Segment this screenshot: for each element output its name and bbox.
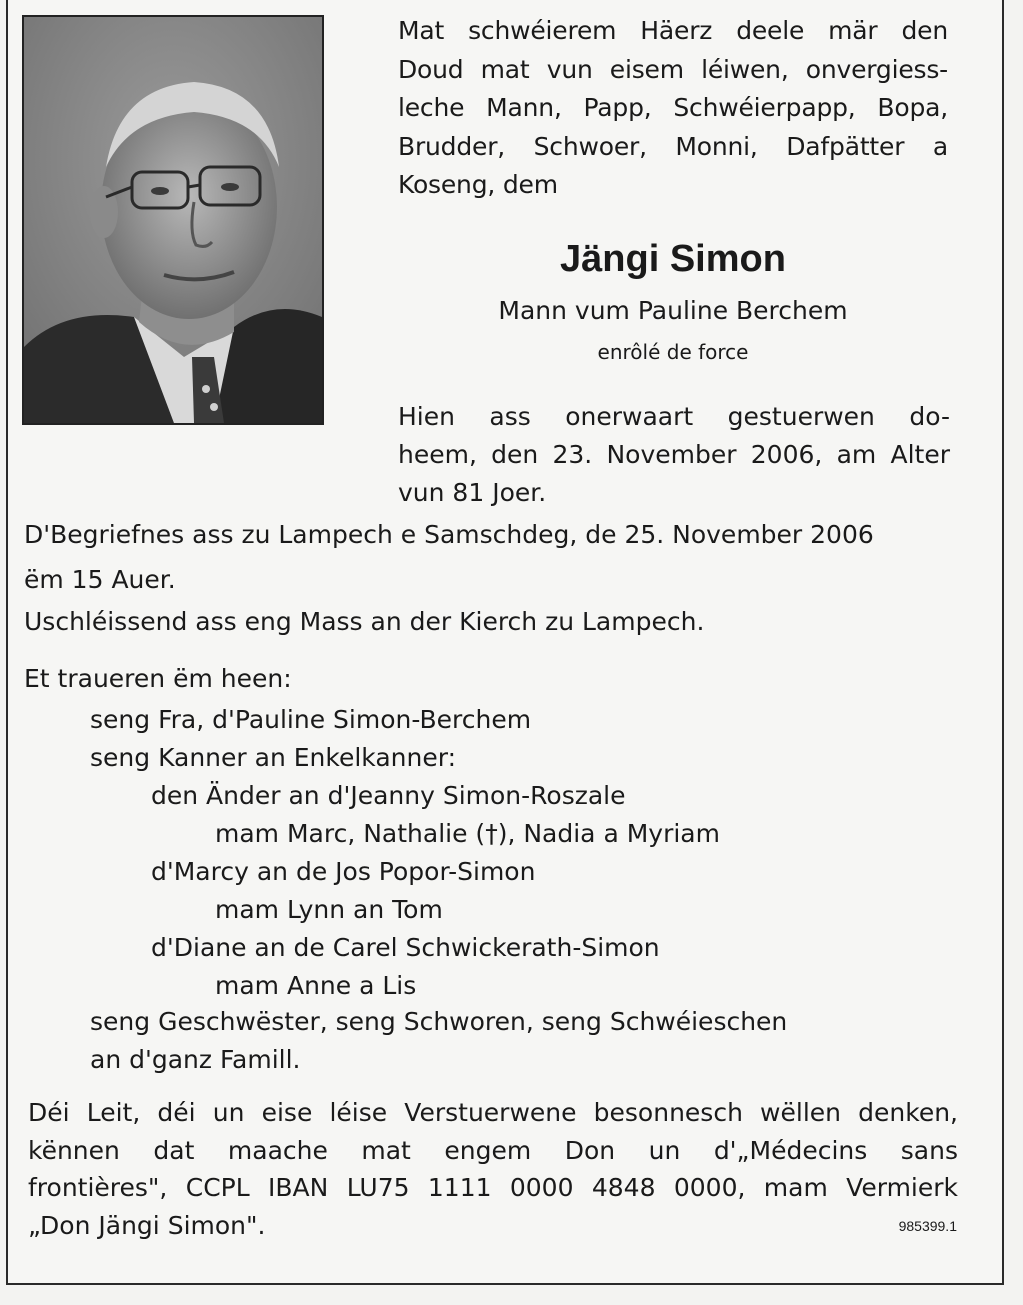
death-line: Hien ass onerwaart gestuerwen do- — [398, 402, 950, 431]
portrait-image — [24, 17, 322, 423]
intro-line: leche Mann, Papp, Schwéierpapp, Bopa, — [398, 93, 948, 122]
death-line: vun 81 Joer. — [398, 478, 547, 507]
donation-line: kënnen dat maache mat engem Don un d'„Médecins sans — [28, 1135, 958, 1165]
mass-line: Uschléissend ass eng Mass an der Kierch zu Lampech. — [24, 607, 705, 636]
spouse-line: Mann vum Pauline Berchem — [498, 296, 848, 325]
mourner-child: den Änder an d'Jeanny Simon-Roszale — [151, 781, 626, 810]
mourner-grandchildren: mam Marc, Nathalie (†), Nadia a Myriam — [215, 819, 720, 848]
death-line: heem, den 23. November 2006, am Alter — [398, 440, 950, 469]
donation-text — [28, 1094, 958, 1244]
funeral-line: ëm 15 Auer. — [24, 565, 176, 594]
mourner-wife: seng Fra, d'Pauline Simon-Berchem — [90, 705, 532, 734]
mourner-grandchildren: mam Lynn an Tom — [215, 895, 443, 924]
intro-line: Brudder, Schwoer, Monni, Dafpätter a — [398, 131, 948, 161]
enrole-line: enrôlé de force — [597, 340, 749, 364]
reference-number: 985399.1 — [898, 1218, 957, 1234]
portrait-photo — [22, 15, 324, 425]
deceased-name: Jängi Simon — [560, 238, 786, 280]
intro-text — [398, 12, 948, 205]
mourner-grandchildren: mam Anne a Lis — [215, 971, 417, 1000]
mourner-children-header: seng Kanner an Enkelkanner: — [90, 743, 456, 772]
mourner-child: d'Marcy an de Jos Popor-Simon — [151, 857, 536, 886]
donation-line: Déi Leit, déi un eise léise Verstuerwene besonnesch wëllen denken, — [28, 1098, 958, 1127]
death-notice — [398, 398, 950, 512]
mourners-intro: Et traueren ëm heen: — [24, 664, 292, 693]
mourner-siblings: seng Geschwëster, seng Schworen, seng Schwéieschen — [90, 1007, 788, 1036]
intro-line: Doud mat vun eisem léiwen, onvergiess- — [398, 54, 948, 84]
mourner-child: d'Diane an de Carel Schwickerath-Simon — [151, 933, 660, 962]
funeral-line: D'Begriefnes ass zu Lampech e Samschdeg, de 25. November 2006 — [24, 520, 874, 549]
mourner-family: an d'ganz Famill. — [90, 1045, 301, 1074]
intro-line: Koseng, dem — [398, 170, 558, 199]
donation-line: frontières", CCPL IBAN LU75 1111 0000 4848 0000, mam Vermierk — [28, 1173, 958, 1202]
intro-line: Mat schwéierem Häerz deele mär den — [398, 16, 948, 45]
donation-line: „Don Jängi Simon". — [28, 1210, 266, 1240]
